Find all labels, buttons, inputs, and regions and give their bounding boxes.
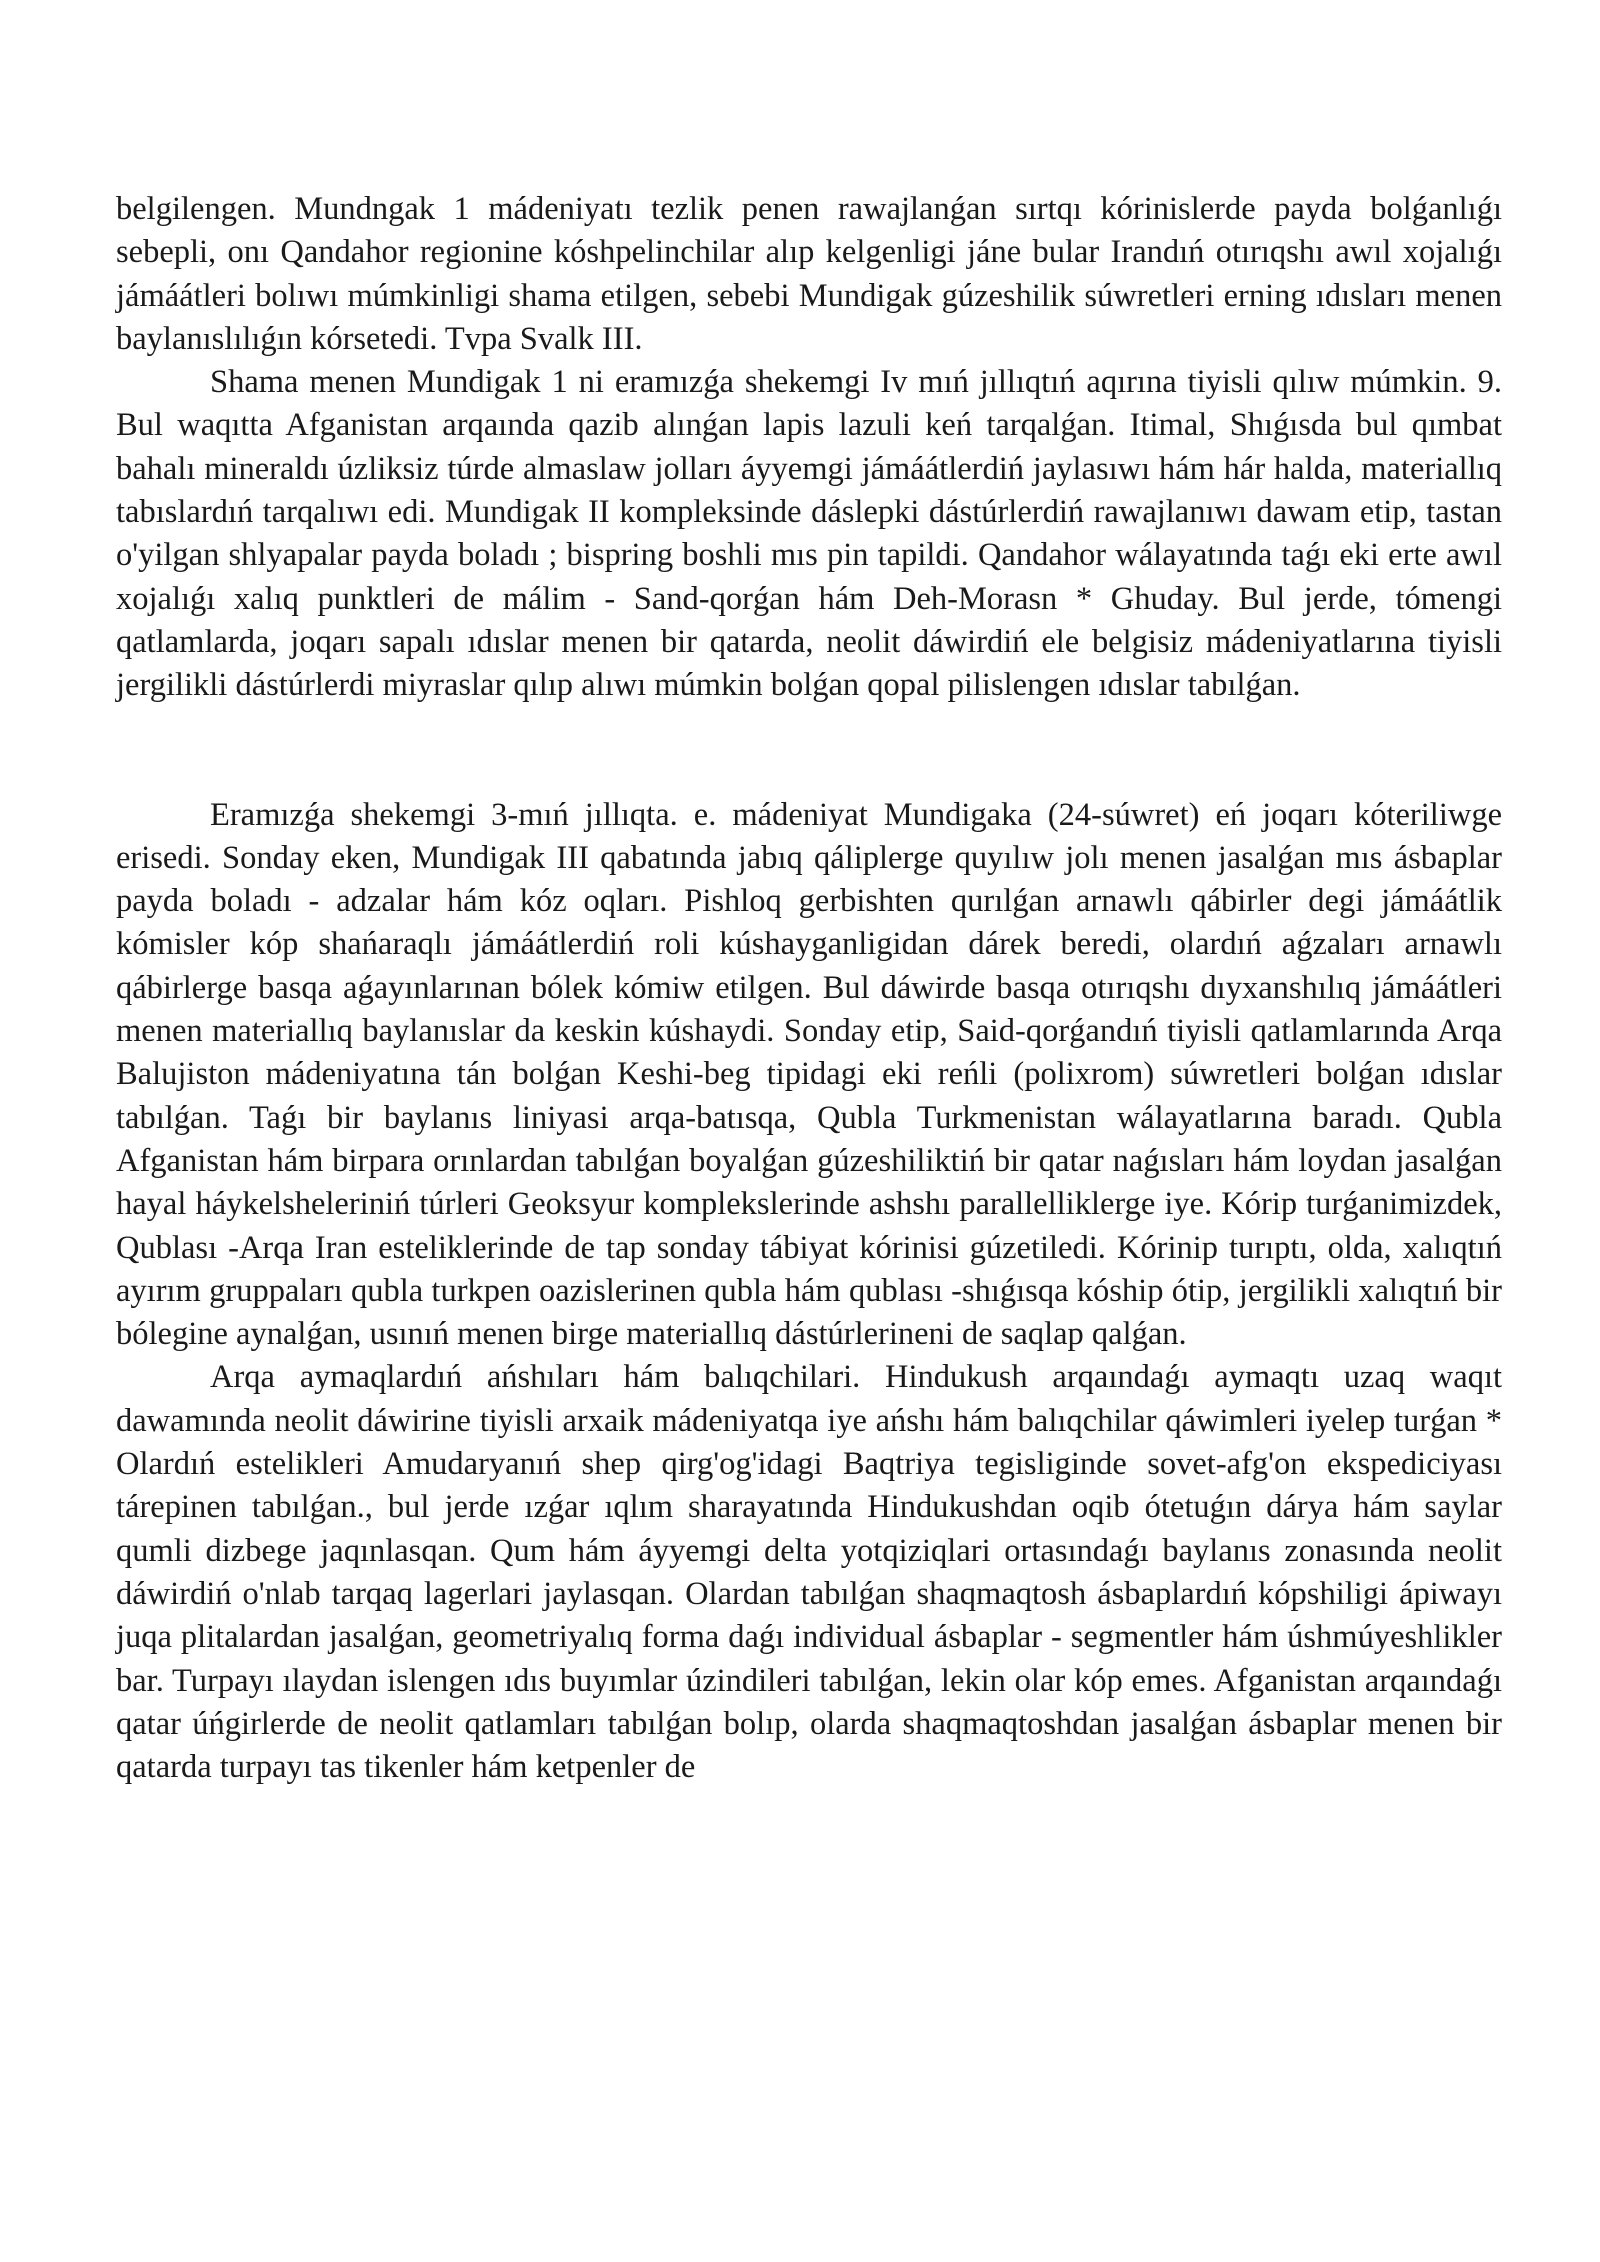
document-page	[116, 188, 1502, 1789]
paragraph-2: Shama menen Mundigak 1 ni eramızǵa shekemgi Iv mıń jıllıqtıń aqırına tiyisli qılıw múmkin. 9. Bul waqıtta Afganistan arqaında qazib alınǵan lapis lazuli keń tarqalǵan. Itimal, Shıǵısda bul qımbat bahalı mineraldı úzliksiz túrde almaslaw jolları áyyemgi jámáátlerdiń jaylasıwı hám hár halda, materiallıq tabıslardıń tarqalıwı edi. Mundigak II kompleksinde dáslepki dástúrlerdiń rawajlanıwı dawam etip, tastan o'yilgan shlyapalar payda boladı ; bispring boshli mıs pin tapildi. Qandahor wálayatında taǵı eki erte awıl xojalıǵı xalıq punktleri de málim - Sand-qorǵan hám Deh-Morasn * Ghuday. Bul jerde, tómengi qatlamlarda, joqarı sapalı ıdıslar menen bir qatarda, neolit dáwirdiń ele belgisiz mádeniyatlarına tiyisli jergilikli dástúrlerdi miyraslar qılıp alıwı múmkin bolǵan qopal pilislengen ıdıslar tabılǵan.	[116, 364, 1502, 704]
paragraph-4: Arqa aymaqlardıń ańshıları hám balıqchilari. Hindukush arqaındaǵı aymaqtı uzaq waqıt dawamında neolit dáwirine tiyisli arxaik mádeniyatqa iye ańshı hám balıqchilar qáwimleri iyelep turǵan * Olardıń estelikleri Amudaryanıń shep qirg'og'idagi Baqtriya tegisliginde sovet-afg'on ekspediciyası tárepinen tabılǵan., bul jerde ızǵar ıqlım sharayatında Hindukushdan oqib ótetuǵın dárya hám saylar qumli dizbege jaqınlasqan. Qum hám áyyemgi delta yotqiziqlari ortasındaǵı baylanıs zonasında neolit dáwirdiń o'nlab tarqaq lagerlari jaylasqan. Olardan tabılǵan shaqmaqtosh ásbaplardıń kópshiligi ápiwayı juqa plitalardan jasalǵan, geometriyalıq forma daǵı individual ásbaplar - segmentler hám úshmúyeshlikler bar. Turpayı ılaydan islengen ıdıs buyımlar úzindileri tabılǵan, lekin olar kóp emes. Afganistan arqaındaǵı qatar úńgirlerde de neolit qatlamları tabılǵan bolıp, olarda shaqmaqtoshdan jasalǵan ásbaplar menen bir qatarda turpayı tas tikenler hám ketpenler de	[116, 1359, 1502, 1786]
paragraph-1: belgilengen. Mundngak 1 mádeniyatı tezlik penen rawajlanǵan sırtqı kórinislerde payda bolǵanlıǵı sebepli, onı Qandahor regionine kóshpelinchilar alıp kelgenligi jáne bular Irandıń otırıqshı awıl xojalıǵı jámáátleri bolıwı múmkinligi shama etilgen, sebebi Mundigak gúzeshilik súwretleri erning ıdısları menen baylanıslılıǵın kórsetedi. Tvpa Svalk III.	[116, 191, 1502, 357]
paragraph-3: Eramızǵa shekemgi 3-mıń jıllıqta. e. mádeniyat Mundigaka (24-súwret) eń joqarı kóteriliwge erisedi. Sonday eken, Mundigak III qabatında jabıq qáliplerge quyılıw jolı menen jasalǵan mıs ásbaplar payda boladı - adzalar hám kóz oqları. Pishloq gerbishten qurılǵan arnawlı qábirler degi jámáátlik kómisler kóp shańaraqlı jámáátlerdiń roli kúshayganligidan dárek beredi, olardıń aǵzaları arnawlı qábirlerge basqa aǵayınlarınan bólek kómiw etilgen. Bul dáwirde basqa otırıqshı dıyxanshılıq jámáátleri menen materiallıq baylanıslar da keskin kúshaydi. Sonday etip, Said-qorǵandıń tiyisli qatlamlarında Arqa Balujiston mádeniyatına tán bolǵan Keshi-beg tipidagi eki reńli (polixrom) súwretleri bolǵan ıdıslar tabılǵan. Taǵı bir baylanıs liniyasi arqa-batısqa, Qubla Turkmenistan wálayatlarına baradı. Qubla Afganistan hám birpara orınlardan tabılǵan boyalǵan gúzeshiliktiń bir qatar naǵısları hám loydan jasalǵan hayal háykelsheleriniń túrleri Geoksyur komplekslerinde ashshı parallelliklerge iye. Kórip turǵanimizdek, Qublası -Arqa Iran esteliklerinde de tap sonday tábiyat kórinisi gúzetiledi. Kórinip turıptı, olda, xalıqtıń ayırım gruppaları qubla turkpen oazislerinen qubla hám qublası -shıǵısqa kóship ótip, jergilikli xalıqtıń bir bólegine aynalǵan, usınıń menen birge materiallıq dástúrlerineni de saqlap qalǵan.	[116, 796, 1502, 1353]
